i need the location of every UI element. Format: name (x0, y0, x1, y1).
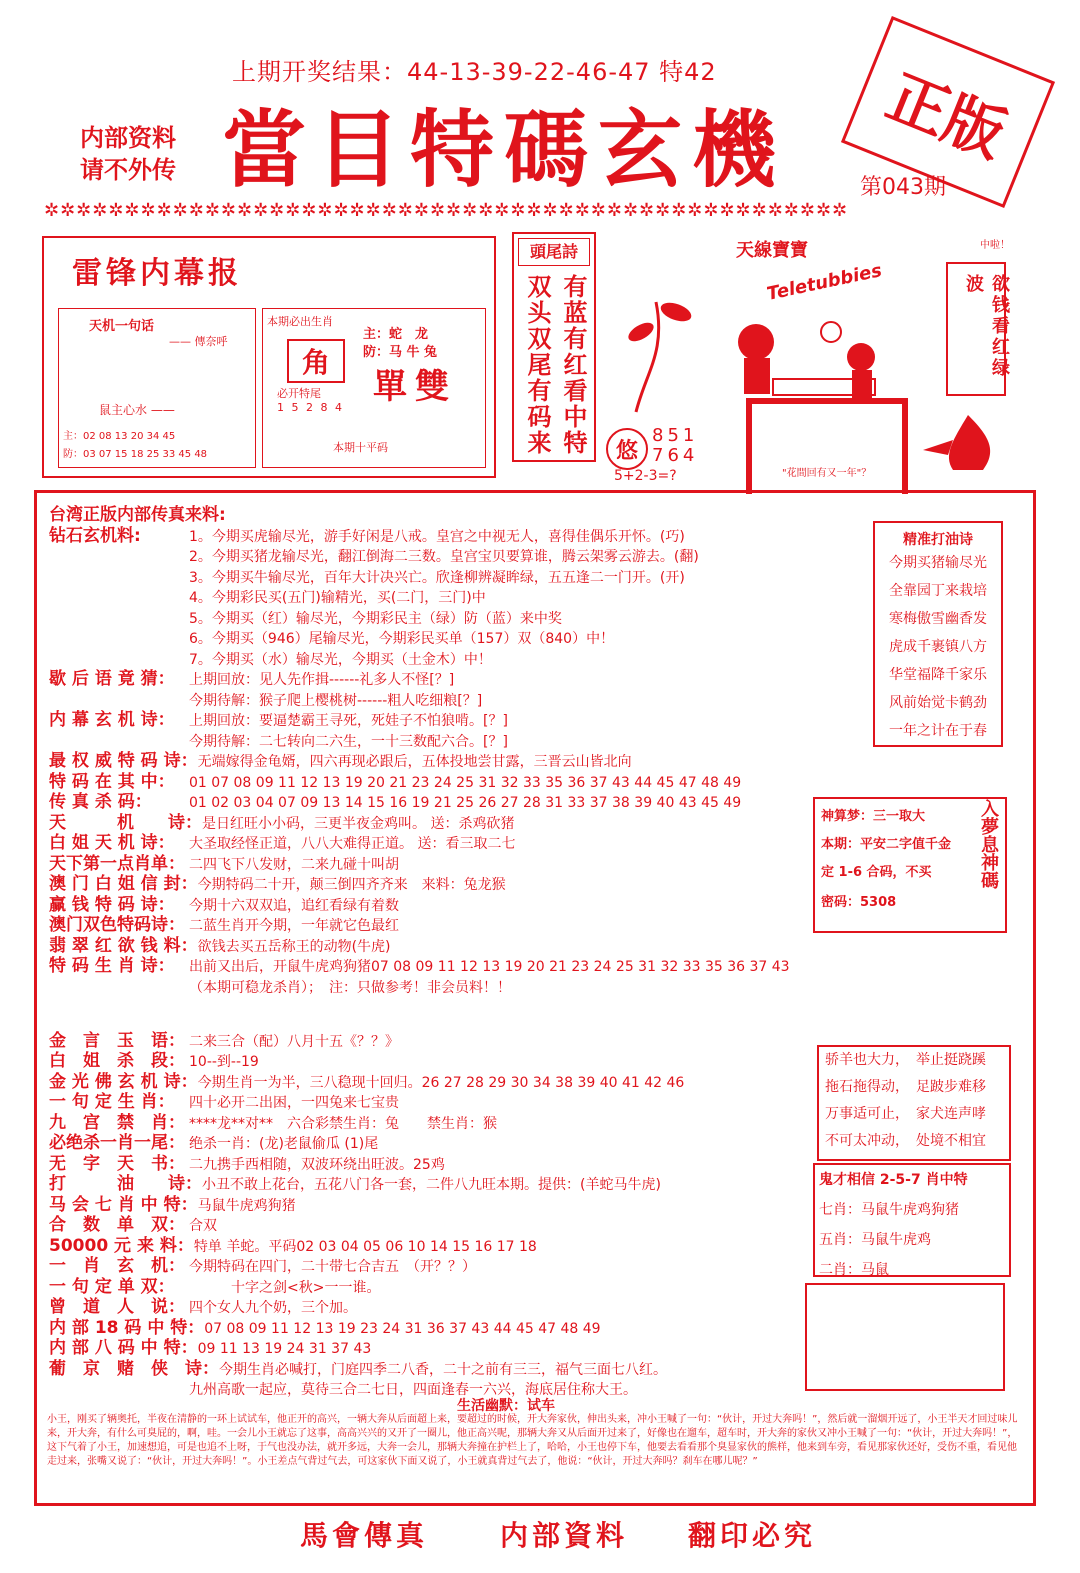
tip-text: 01 07 08 09 11 12 13 19 20 21 23 24 25 31 32 33 35 36 37 43 44 45 47 48 49 (189, 774, 742, 791)
tip-row (49, 792, 741, 813)
ten-code-title: 本期十平码 (333, 441, 388, 454)
tip-text: 07 08 09 11 12 13 19 23 24 31 36 37 43 44 45 47 48 49 (204, 1320, 601, 1337)
refuel-line: 华堂福降千家乐 (889, 667, 987, 683)
panel-guard-numbers: 防：03 07 15 18 25 33 45 48 (63, 449, 208, 460)
main-zodiac: 主：蛇 龙 (363, 327, 429, 342)
tip-row (49, 977, 511, 998)
proverb-box (817, 1045, 1011, 1161)
tip-label: 传 真 杀 码： (49, 792, 152, 812)
tip-text: 今期特码二十开，颠三倒四齐齐来 来料：兔龙猴 (197, 877, 506, 893)
tip-row (49, 505, 226, 526)
tip-row (49, 669, 454, 690)
ghost-line: 七肖：马鼠牛虎鸡狗猪 (819, 1202, 959, 1218)
corner-badge: 角 (287, 339, 345, 383)
tip-text: 今期特码在四门，二十带七合吉五 （开？？） (189, 1259, 476, 1275)
tip-row (49, 813, 514, 834)
tip-text: 6。今期买（946）尾输尽光，今期彩民买单（157）双（840）中！ (189, 631, 615, 647)
panel-title: 天机一句话 (89, 319, 155, 334)
tip-text: 九州高歌一起应，莫待三合二七日，四面逢春一六兴，海底居住称大王。 (189, 1382, 637, 1398)
tip-label: 必绝杀一肖一尾： (49, 1133, 185, 1153)
footer-item: 馬會傳真 (300, 1519, 429, 1552)
tip-row (49, 1154, 445, 1175)
tip-text: 5。今期买（红）输尽光，今期彩民主（绿）防（蓝）来中奖 (189, 610, 562, 627)
tip-label: 50000 元 来 料： (49, 1235, 194, 1256)
tip-label: 歇 后 语 竟 猜： (49, 669, 175, 689)
insider-report-box (42, 236, 496, 478)
tip-text: 十字之剑<秋>一一谁。 (189, 1279, 381, 1296)
footer-item: 翻印必究 (688, 1519, 817, 1552)
footer-item: 内部資料 (500, 1519, 629, 1552)
tip-row (49, 1092, 399, 1113)
tip-row (49, 546, 699, 567)
tip-label: 天下第一点肖单： (49, 853, 185, 874)
star-divider: ✲✲✲✲✲✲✲✲✲✲✲✲✲✲✲✲✲✲✲✲✲✲✲✲✲✲✲✲✲✲✲✲✲✲✲✲✲✲✲✲✲✲✲✲✲✲✲✲✲✲ (44, 200, 849, 221)
tip-row (49, 915, 399, 936)
panel-title: 本期必出生肖 (267, 315, 333, 328)
heaven-sentence-panel (58, 308, 256, 468)
tip-row (49, 1297, 357, 1318)
tip-row (49, 1277, 380, 1298)
tip-row (49, 1113, 497, 1134)
poem-column-1: 有蓝有红看中特 (559, 274, 587, 456)
tip-row (49, 895, 399, 916)
tip-label: 澳门双色特码诗： (49, 915, 185, 935)
tip-text: 今期十六双双追，追红看绿有着数 (189, 897, 399, 914)
head-tail-poem (512, 232, 596, 462)
tip-text: 上期回放：要逼楚霸王寻死，死娃子不怕狼啃。[？] (189, 713, 508, 729)
refuel-line: 虎成千裹镇八方 (889, 639, 987, 655)
refuel-line: 风前始觉卡鹤劲 (889, 695, 987, 711)
odd-even-label: 單雙 (373, 367, 457, 407)
proverb-line: 骄羊也大力， 举止挺跷蹊 (825, 1052, 986, 1068)
tip-text: 今期生肖必喊打，门庭四季二八香，二十之前有三三，福气三面七八红。 (219, 1361, 667, 1378)
tip-label: 最 权 威 特 码 诗： (49, 751, 198, 771)
tip-text: 二九携手西相随，双波环绕出旺波。25鸡 (189, 1156, 445, 1173)
tip-text: 绝杀一肖：(龙)老鼠偷瓜 (1)尾 (189, 1136, 379, 1152)
refuel-line: 今期买猪输尽光 (889, 555, 987, 571)
tip-text: 是日红旺小小码，三更半夜金鸡叫。 送：杀鸡砍猪 (202, 815, 515, 832)
tip-text: 无端嫁得金龟婿，四六再现必跟后，五体投地尝甘露，三晋云山皆北向 (197, 754, 632, 770)
tip-text: ****龙**对** 六合彩禁生肖：兔 禁生肖：猴 (189, 1115, 497, 1132)
proverb-line: 不可太冲动， 处境不相宜 (825, 1133, 986, 1149)
tip-row (49, 936, 391, 957)
tip-text: 出前又出后，开鼠牛虎鸡狗猪07 08 09 11 12 13 19 20 21 23 24 25 31 32 33 35 36 37 43 (189, 959, 790, 975)
tip-text: 1。今期买虎输尽光，游手好闲是八戒。皇宫之中视无人，喜得佳偶乐开怀。(巧) (189, 528, 685, 545)
panel-byline: —— 傳奈呼 (169, 335, 228, 348)
tip-label: 内 部 八 码 中 特： (49, 1338, 198, 1358)
tip-text: 特单 羊蛇。平码02 03 04 05 06 10 14 15 16 17 18 (193, 1238, 537, 1255)
red-green-text: 欲钱看红绿波 (963, 274, 1010, 379)
dream-line: 本期：平安二字值千金 (821, 837, 952, 852)
tip-row (49, 1256, 476, 1277)
tip-label: 葡 京 赌 侠 诗： (49, 1358, 219, 1379)
tip-label: 一 句 定 单 双： (49, 1276, 175, 1297)
riddle-numbers-row-2: 764 (652, 445, 699, 466)
tip-text: 马鼠牛虎鸡狗猪 (197, 1197, 296, 1214)
tip-row (49, 1359, 667, 1380)
riddle-numbers-row-1: 851 (652, 425, 699, 446)
refuel-title: 精准打油诗 (903, 532, 973, 548)
tip-text: 今期待解：二七转向二六生，一十三数配六合。[？] (189, 733, 508, 750)
tip-text: 2。今期买猪龙输尽光，翻江倒海二三数。皇宫宝贝要算谁，腾云架雾云游去。(翻) (189, 549, 699, 565)
issue-number: 第043期 (860, 175, 946, 200)
side-note-line-1: 内部资料 (80, 124, 176, 152)
tip-text: 4。今期彩民买(五门)输精光，买(二门，三门)中 (189, 590, 486, 606)
dream-line: 神算梦：三一取大 (821, 809, 926, 824)
tip-row (49, 731, 508, 752)
tip-text: 3。今期买牛输尽光，百年大计决兴亡。欣逢柳辨凝眸绿，五五逢二一门开。(开) (189, 569, 685, 586)
door-frame (746, 398, 908, 494)
poem-column-2: 双头双尾有码来 (523, 274, 551, 456)
panel-mid: 鼠主心水 —— (99, 403, 175, 417)
tip-label: 钻石玄机料: (49, 525, 141, 546)
tip-row (49, 526, 685, 547)
you-badge: 悠 (606, 428, 648, 470)
previous-result: 上期开奖结果：44-13-39-22-46-47 特42 (232, 58, 717, 86)
tip-label: 特 码 在 其 中： (49, 771, 175, 792)
tip-label: 马 会 七 肖 中 特： (49, 1194, 198, 1215)
riddle-numbers (652, 426, 698, 466)
tip-row (49, 772, 741, 793)
masthead-title: 當目特碼玄機 (222, 100, 787, 199)
refuel-line: 全靠园丁来栽培 (889, 583, 987, 599)
tip-text: 欲钱去买五岳称王的动物(牛虎) (197, 938, 391, 955)
tip-label: 金 言 玉 语： (49, 1030, 185, 1051)
story-title: 生活幽默：试车 (457, 1398, 555, 1414)
tip-label: 曾 道 人 说： (49, 1297, 185, 1317)
tip-row (49, 1215, 217, 1236)
tip-row (49, 874, 506, 895)
tail-label: 必开特尾 (277, 387, 321, 400)
tip-label: 翡 翠 红 欲 钱 料： (49, 935, 198, 956)
guard-zodiac: 防：马 牛 兔 (363, 345, 438, 360)
tip-text: 四十必开二出困，一四兔来七宝贵 (189, 1095, 399, 1111)
tip-text: 01 02 03 04 07 09 13 14 15 16 19 21 25 26 27 28 31 33 37 38 39 40 43 45 49 (189, 795, 742, 811)
tip-label: 白 姐 杀 段： (49, 1051, 185, 1071)
tip-row (49, 710, 508, 731)
tip-row (49, 1338, 371, 1359)
tip-row (49, 1236, 537, 1257)
tip-label: 赢 钱 特 码 诗： (49, 894, 175, 915)
tip-label: 合 数 单 双： (49, 1215, 185, 1235)
tip-label: 白 姐 天 机 诗： (49, 833, 175, 853)
side-note (80, 122, 176, 186)
insider-report-title: 雷锋内幕报 (72, 256, 242, 291)
tip-row (49, 1133, 378, 1154)
blank-box (805, 1283, 1005, 1391)
tip-label: 内 幕 玄 机 诗： (49, 710, 175, 730)
tip-text: 10--到--19 (189, 1054, 259, 1070)
door-caption: "花間回有又一年"？ (782, 468, 872, 479)
tip-row (49, 649, 492, 670)
tip-row (49, 567, 685, 588)
main-content (34, 490, 1036, 1506)
tip-row (49, 1072, 684, 1093)
tip-text: 合双 (189, 1218, 217, 1234)
side-note-line-2: 请不外传 (80, 156, 176, 184)
tip-row (49, 608, 562, 629)
proverb-line: 万事适可止， 家犬连声哮 (825, 1106, 986, 1122)
tip-label: 打 油 诗： (49, 1174, 202, 1194)
red-green-box (946, 262, 1010, 396)
tip-row (49, 1174, 661, 1195)
dream-tag: 入夢息神碼 (978, 799, 999, 889)
tip-label: 无 字 天 书： (49, 1153, 185, 1174)
dream-code-box (813, 797, 1007, 933)
tip-row (49, 690, 482, 711)
tip-label: 金 光 佛 玄 机 诗： (49, 1071, 198, 1092)
fire-icon (918, 410, 1008, 480)
poem-title: 頭尾詩 (518, 238, 590, 266)
dream-line: 密码：5308 (821, 895, 897, 910)
tip-row (49, 1318, 601, 1339)
proverb-line: 拖石拖得动， 足跛步难移 (825, 1079, 986, 1095)
tip-row (49, 628, 614, 649)
zodiac-panel (262, 308, 486, 468)
ghost-line: 五肖：马鼠牛虎鸡 (819, 1232, 931, 1248)
tip-row (49, 833, 515, 854)
tip-row (49, 854, 399, 875)
tip-text: 上期回放：见人先作揖------礼多人不怪[？] (189, 672, 455, 688)
tip-row (49, 587, 486, 608)
dream-line: 定 1-6 合码，不买 (821, 865, 932, 880)
tip-label: 一 肖 玄 机： (49, 1256, 185, 1276)
panel-main-numbers: 主：02 08 13 20 34 45 (63, 431, 176, 442)
tip-label: 特 码 生 肖 诗： (49, 956, 175, 976)
tip-row (49, 1051, 259, 1072)
teletubbies-art (606, 232, 906, 492)
art-title: 天線寶寶 (736, 240, 808, 261)
tip-row (49, 956, 790, 977)
tip-text: 四个女人九个奶，三个加。 (189, 1300, 357, 1316)
ghost-line: 二肖：马鼠 (819, 1262, 889, 1278)
tip-label: 天 机 诗： (49, 812, 202, 833)
tip-text: 二蓝生肖开今期，一年就它色最红 (189, 918, 399, 934)
refuel-line: 寒梅傲雪幽香发 (889, 611, 987, 627)
refuel-poem-box (873, 521, 1003, 747)
tip-text: （本期可稳龙杀肖）； 注：只做参考！非会员料！！ (189, 979, 511, 996)
tip-text: 7。今期买（水）输尽光，今期买（土金木）中！ (189, 651, 492, 668)
tip-text: 二四飞下八发财，二来九碰十叫胡 (189, 856, 399, 873)
tip-text: 今期待解：猴子爬上樱桃树------粗人吃细粮[？] (189, 692, 483, 709)
tip-text: 今期生肖一为半，三八稳现十回归。26 27 28 29 30 34 38 39 40 41 42 46 (197, 1074, 685, 1091)
tip-label: 内 部 18 码 中 特： (49, 1317, 205, 1338)
tip-label: 澳 门 白 姐 信 封： (49, 874, 198, 894)
teletubbies-logo: Teletubbies (765, 260, 884, 305)
tip-row (49, 1195, 296, 1216)
refuel-line: 一年之计在于春 (889, 723, 987, 739)
tail-numbers: 1 5 2 8 4 (277, 401, 344, 414)
tip-text: 二来三合（配）八月十五《？？》 (189, 1033, 399, 1050)
tip-text: 09 11 13 19 24 31 37 43 (197, 1341, 372, 1357)
ghost-title: 鬼才相信 2-5-7 肖中特 (819, 1172, 968, 1188)
tip-row (49, 1031, 399, 1052)
win-note: 中啦！ (980, 240, 1010, 251)
tip-label: 台湾正版内部传真来料: (49, 505, 226, 525)
tip-label: 一 句 定 生 肖： (49, 1092, 175, 1112)
ghost-zodiac-box (813, 1163, 1011, 1277)
math-riddle: 5+2-3=? (614, 468, 677, 484)
tip-row (49, 751, 632, 772)
genuine-stamp: 正版 (841, 16, 1055, 208)
tip-text: 大圣取经怪正道，八八大难得正道。 送：看三取二七 (189, 836, 516, 852)
story-text: 小王，刚买了辆奥托，半夜在清静的一环上试试车，他正开的高兴，一辆大奔从后面超上来，要超过的时候，开大奔家伙，伸出头来，冲小王喊了一句：“伙计，开过大奔吗！”，然后就一溜烟开远了，小王半天才回过味儿来，开大奔，有什么可臭屁的，啊，哇。一会儿小王就忘了这事，高高兴兴的又开了一圈儿，他正高兴呢，那辆大奔又从后面开过来了，好像也在遛车，超车时，开大奔的家伙又冲小王喊了一句：“伙计，开过大奔吗！”，这下气着了小王，加速想追，可是也追不上呀，于气也没办法，就开多远，大奔一会儿，那辆大奔撞在护栏上了，哈哈，小王也停下车，他要去看看那个臭显家伙的熊样，他来到车旁，看见那家伙还好，受伤不重，看见他走过来，张嘴又说了：“伙计，开过大奔吗！”。小王差点气背过气去，可这家伙下面又说了，小王就真背过气去了，他说：“伙计，开过大奔吗？刹车在哪儿呢？” (47, 1414, 1018, 1467)
tip-label: 九 宫 禁 肖： (49, 1112, 185, 1133)
tip-text: 小丑不敢上花台，五花八门各一套，二件八九旺本期。提供：(羊蛇马牛虎) (202, 1177, 661, 1193)
